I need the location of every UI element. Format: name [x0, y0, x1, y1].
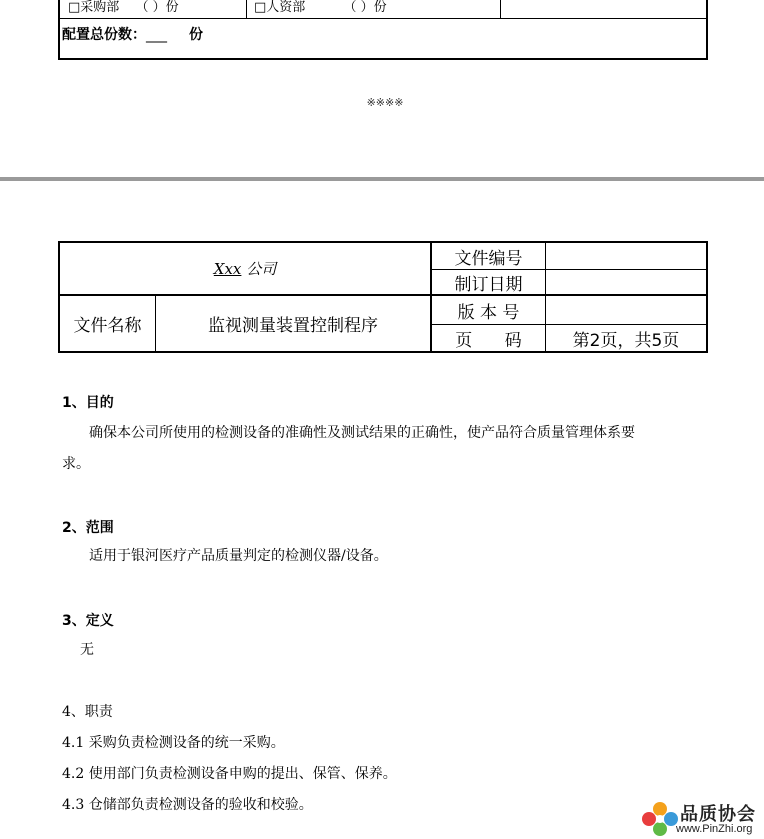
section-1-body: 确保本公司所使用的检测设备的准确性及测试结果的正确性，使产品符合质量管理体系要 — [89, 425, 635, 441]
section-2-body: 适用于银河医疗产品质量判定的检测仪器/设备。 — [89, 548, 388, 564]
section-3-title: 3、定义 — [62, 613, 114, 629]
total-label: 配置总份数： — [62, 27, 146, 43]
total-unit: 份 — [189, 27, 203, 43]
distribution-table — [58, 0, 708, 60]
pinzhi-logo — [640, 800, 764, 839]
logo-name: 品质协会 — [680, 804, 756, 825]
divider — [500, 0, 501, 18]
distribution-row — [60, 0, 706, 19]
section-1-body-cont: 求。 — [62, 456, 90, 472]
section-4-item: 4.1 采购负责检测设备的统一采购。 — [62, 735, 285, 751]
logo-url: www.PinZhi.org — [676, 823, 753, 835]
company-suffix: 公司 — [246, 260, 277, 278]
company-name-text: Xxx — [213, 259, 242, 278]
total-copies-row — [62, 24, 203, 44]
dept-copies: （ ）份 — [135, 0, 179, 15]
dept-hr — [254, 0, 387, 18]
end-marker: ※※※※ — [366, 96, 404, 109]
section-2-title: 2、范围 — [62, 520, 114, 536]
dept-purchase — [68, 0, 179, 18]
field-label-date: 制订日期 — [454, 274, 523, 295]
company-name — [60, 243, 430, 294]
divider — [246, 0, 247, 18]
doc-name-label: 文件名称 — [73, 316, 142, 336]
field-value-version — [546, 296, 706, 324]
section-3-body: 无 — [80, 642, 94, 658]
field-label-doc-no: 文件编号 — [454, 248, 523, 269]
section-4-item: 4.3 仓储部负责检测设备的验收和校验。 — [62, 797, 313, 813]
page-separator — [0, 177, 764, 181]
field-value-doc-no — [546, 243, 706, 269]
dept-copies: （ ）份 — [343, 0, 387, 15]
field-label-page: 页 码 — [455, 330, 522, 351]
dept-label: □人资部 — [254, 0, 306, 15]
field-value-date — [546, 270, 706, 294]
section-4-title: 4、职责 — [62, 704, 113, 720]
document-header-table — [58, 241, 708, 353]
field-value-page: 第2页，共5页 — [572, 330, 680, 351]
dept-label: □采购部 — [68, 0, 120, 15]
section-4-item: 4.2 使用部门负责检测设备申购的提出、保管、保养。 — [62, 766, 397, 782]
total-blank: ___ — [146, 27, 167, 43]
flower-icon — [640, 800, 680, 838]
section-1-title: 1、目的 — [62, 395, 114, 411]
field-label-version: 版 本 号 — [457, 302, 520, 323]
doc-name-value: 监视测量装置控制程序 — [208, 316, 378, 336]
